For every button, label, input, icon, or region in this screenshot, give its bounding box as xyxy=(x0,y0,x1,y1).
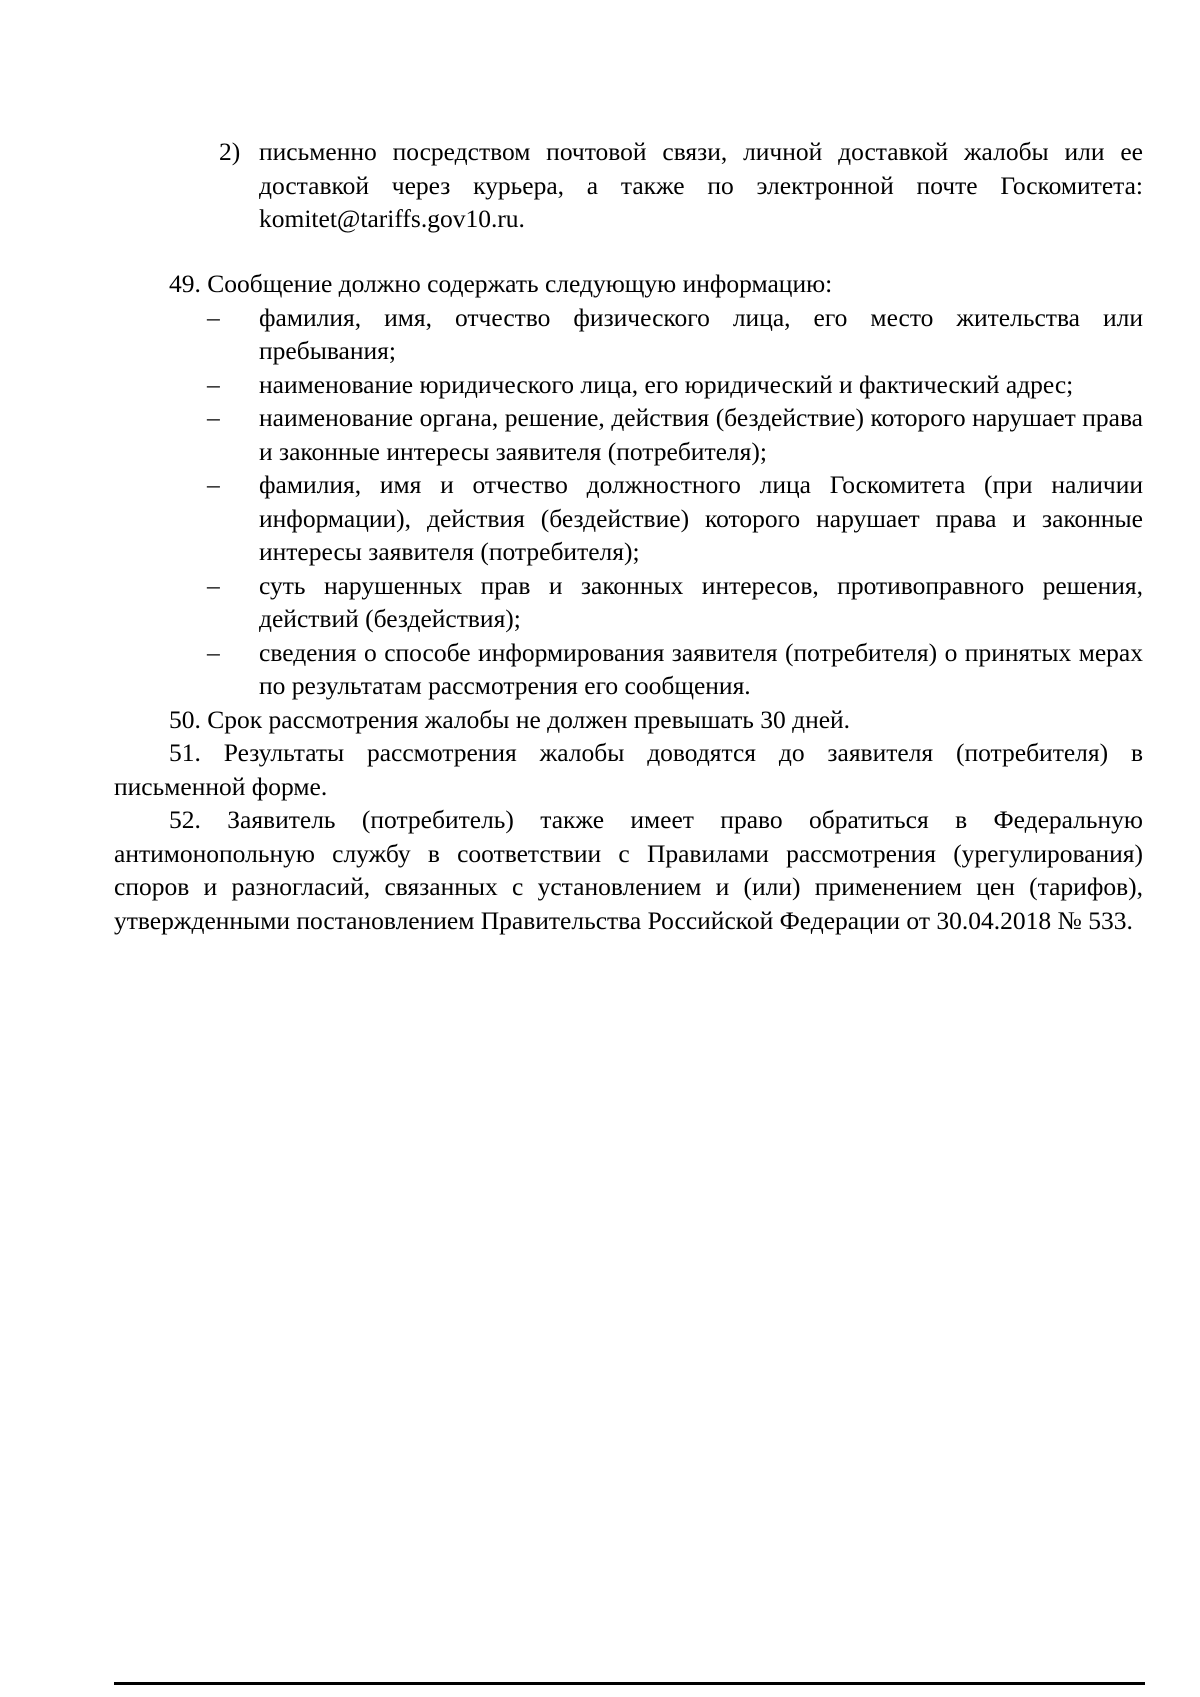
dash-marker: – xyxy=(207,369,220,399)
list-item-text: сведения о способе информирования заявителя (потребителя) о принятых мерах по результатам рассмотрения его сообщения. xyxy=(259,637,1143,700)
list-item-text: наименование юридического лица, его юридический и фактический адрес; xyxy=(259,369,1074,399)
dash-marker: – xyxy=(207,470,220,499)
dash-marker: – xyxy=(207,302,220,332)
list-item-text: фамилия, имя и отчество должностного лица Госкомитета (при наличии информации), действия (бездействие) которого нарушает права и законные интересы заявителя (потребителя); xyxy=(259,470,1143,566)
footer-rule xyxy=(114,1682,1145,1685)
list-item xyxy=(114,468,1143,569)
requirements-list xyxy=(114,301,1143,703)
dash-marker: – xyxy=(207,570,220,600)
list-item xyxy=(114,401,1143,468)
list-item xyxy=(114,569,1143,636)
list-item-text: наименование органа, решение, действия (бездействие) которого нарушает права и законные интересы заявителя (потребителя); xyxy=(259,403,1143,466)
paragraph-52: 52. Заявитель (потребитель) также имеет право обратиться в Федеральную антимонопольную службу в соответствии с Правилами рассмотрения (урегулирования) споров и разногласий, связанных с установлением и (или) применением цен (тарифов), утвержденными постановлением Правительства Российской Федерации от 30.04.2018 № 533. xyxy=(114,805,1143,935)
list-item-text: письменно посредством почтовой связи, личной доставкой жалобы или ее доставкой через курьера, а также по электронной почте Госкомитета: komitet@tariffs.gov10.ru. xyxy=(259,137,1143,233)
list-item-text: суть нарушенных прав и законных интересов, противоправного решения, действий (бездействия); xyxy=(259,570,1143,633)
list-item-number: 2) xyxy=(219,137,241,166)
dash-marker: – xyxy=(207,637,220,667)
paragraph-50: 50. Срок рассмотрения жалобы не должен превышать 30 дней. xyxy=(169,704,851,734)
list-item-text: фамилия, имя, отчество физического лица, его место жительства или пребывания; xyxy=(259,302,1143,365)
paragraph-49-heading: 49. Сообщение должно содержать следующую информацию: xyxy=(169,269,833,298)
dash-marker: – xyxy=(207,403,220,432)
list-item xyxy=(114,636,1143,703)
list-item xyxy=(114,301,1143,368)
paragraph-51: 51. Результаты рассмотрения жалобы доводятся до заявителя (потребителя) в письменной форме. xyxy=(114,738,1143,801)
section-49 xyxy=(114,267,1143,937)
list-item-2 xyxy=(219,135,1143,236)
list-item xyxy=(114,368,1143,402)
